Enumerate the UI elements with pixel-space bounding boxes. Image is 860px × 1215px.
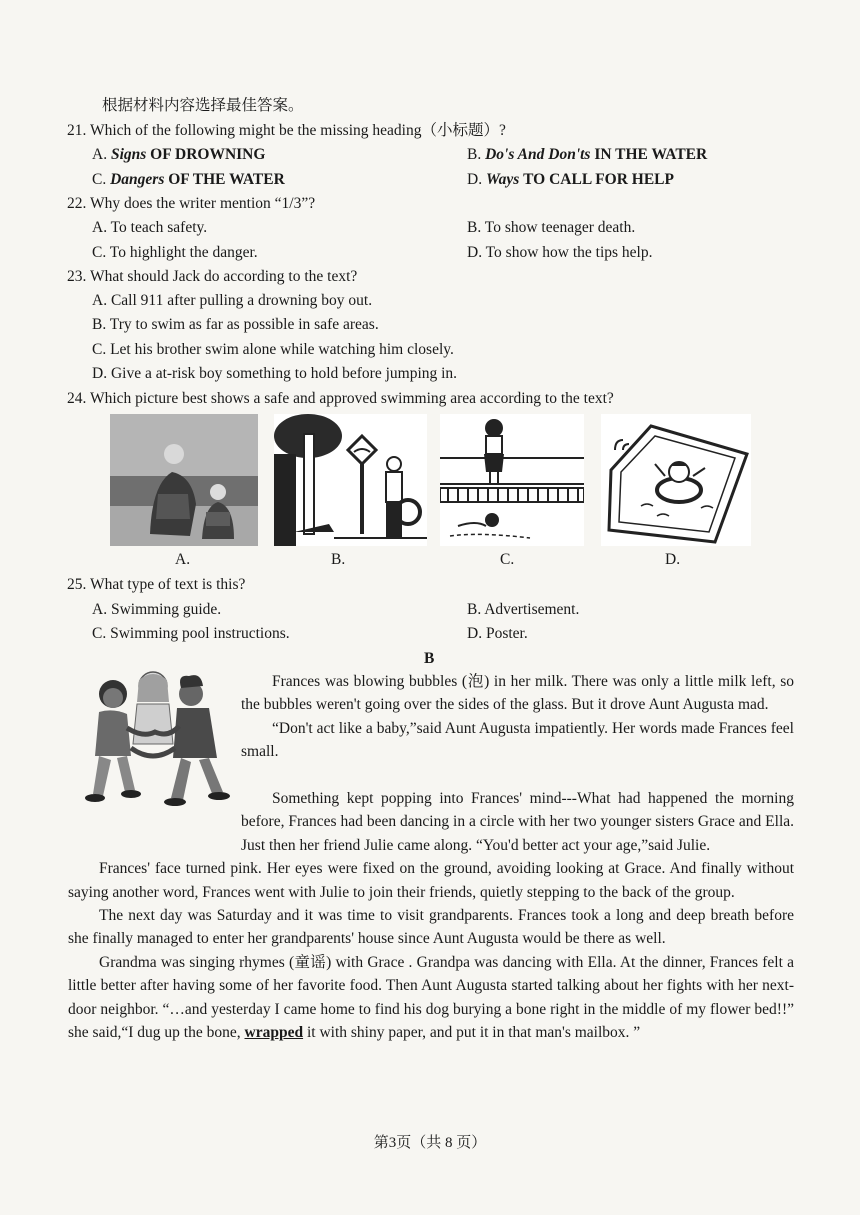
q21-option-a[interactable] bbox=[92, 145, 265, 165]
question-24-stem: 24. Which picture best shows a safe and approved swimming area according to the text? bbox=[67, 390, 614, 407]
lifeguard-sign-illustration bbox=[274, 414, 427, 546]
q22-option-c[interactable]: C. To highlight the danger. bbox=[92, 244, 258, 261]
picture-label-a: A. bbox=[175, 551, 191, 568]
passage-b-p6-end: it with shiny paper, and put it in that man's mailbox. ” bbox=[306, 1024, 641, 1042]
question-22-stem: 22. Why does the writer mention “1/3”? bbox=[67, 195, 316, 212]
option-letter: B. bbox=[467, 146, 482, 163]
q22-option-a[interactable]: A. To teach safety. bbox=[92, 219, 208, 236]
question-25-stem: 25. What type of text is this? bbox=[67, 576, 246, 593]
q21-option-d[interactable] bbox=[467, 170, 674, 190]
passage-b-p1: Frances was blowing bubbles (泡) in her milk. There was only a little milk left, so the bubbles weren't going over the sides of the glass. But it drove Aunt Augusta mad. bbox=[241, 673, 794, 714]
option-letter: C. bbox=[92, 171, 107, 188]
passage-b-p3: Something kept popping into Frances' mind---What had happened the morning before, Frances had been dancing in a circle with her two younger sisters Grace and Ella. Just then her friend Julie came along. “You'd better act your age,”said Julie. bbox=[241, 790, 794, 854]
passage-b-p5: The next day was Saturday and it was time to visit grandparents. Frances took a long and deep breath before she finally managed to enter her grandparents' house since Aunt Augusta would be there as well. bbox=[68, 907, 794, 948]
option-caps: TO CALL FOR HELP bbox=[523, 171, 674, 188]
q25-option-d[interactable]: D. Poster. bbox=[467, 625, 528, 642]
passage-b-p6 bbox=[68, 951, 794, 1045]
q25-option-b[interactable]: B. Advertisement. bbox=[467, 601, 580, 618]
underlined-word-wrapped: wrapped bbox=[244, 1024, 304, 1042]
q25-option-c[interactable]: C. Swimming pool instructions. bbox=[92, 625, 290, 642]
question-23-stem: 23. What should Jack do according to the text? bbox=[67, 268, 358, 285]
q21-option-b[interactable] bbox=[467, 145, 707, 165]
picture-label-d: D. bbox=[665, 551, 681, 568]
pool-swim-ring-illustration bbox=[601, 414, 751, 546]
option-caps: OF THE WATER bbox=[168, 171, 285, 188]
q22-option-b[interactable]: B. To show teenager death. bbox=[467, 219, 636, 236]
passage-b-wrapped-part bbox=[241, 670, 794, 764]
option-caps: OF DROWNING bbox=[150, 146, 266, 163]
picture-label-c: C. bbox=[500, 551, 515, 568]
picture-a[interactable] bbox=[110, 414, 258, 546]
option-letter: A. bbox=[92, 146, 108, 163]
q25-option-a[interactable]: A. Swimming guide. bbox=[92, 601, 222, 618]
picture-label-b: B. bbox=[331, 551, 346, 568]
passage-b-p2: “Don't act like a baby,”said Aunt Augusta impatiently. Her words made Frances feel small. bbox=[241, 719, 794, 761]
picture-d[interactable] bbox=[601, 414, 751, 546]
option-italic: Dangers bbox=[110, 171, 165, 188]
option-italic: Signs bbox=[110, 146, 147, 163]
q21-option-c[interactable] bbox=[92, 170, 285, 190]
q23-option-b[interactable]: B. Try to swim as far as possible in safe areas. bbox=[92, 316, 379, 333]
question-21-stem: 21. Which of the following might be the missing heading（小标题）? bbox=[67, 122, 506, 139]
instruction: 根据材料内容选择最佳答案。 bbox=[102, 97, 304, 114]
q23-option-a[interactable]: A. Call 911 after pulling a drowning boy out. bbox=[92, 292, 373, 309]
picture-b[interactable] bbox=[274, 414, 427, 546]
poolside-swimmer-illustration bbox=[440, 414, 584, 546]
picture-c[interactable] bbox=[440, 414, 584, 546]
q22-option-d[interactable]: D. To show how the tips help. bbox=[467, 244, 653, 261]
option-italic: Do's And Don'ts bbox=[485, 146, 591, 163]
beach-lifejacket-illustration bbox=[110, 414, 258, 546]
passage-b-p6-text: Grandma was singing rhymes (童谣) with Grace . Grandpa was dancing with Ella. At the dinner, Frances felt a little better after having some of her favorite food. Then Aunt Augusta started talking about her fights with her next-door neighbor. “…and yesterday I came home to find his dog burying a bone right in the middle of my flower bed!!” she said,“I dug up the bone, bbox=[68, 953, 794, 1042]
page-number-footer: 第3页（共 8 页） bbox=[373, 1135, 487, 1151]
option-italic: Ways bbox=[485, 171, 520, 188]
option-letter: D. bbox=[467, 171, 483, 188]
q23-option-c[interactable]: C. Let his brother swim alone while watching him closely. bbox=[92, 341, 454, 358]
passage-b-p4: Frances' face turned pink. Her eyes were fixed on the ground, avoiding looking at Grace. And finally without saying another word, Frances went with Julie to join their friends, quietly stepping to the back of the group. bbox=[68, 860, 794, 901]
passage-b-full-width bbox=[68, 787, 794, 1044]
q23-option-d[interactable]: D. Give a at-risk boy something to hold before jumping in. bbox=[92, 365, 458, 382]
section-b-heading: B bbox=[424, 650, 435, 667]
option-caps: IN THE WATER bbox=[594, 146, 708, 163]
